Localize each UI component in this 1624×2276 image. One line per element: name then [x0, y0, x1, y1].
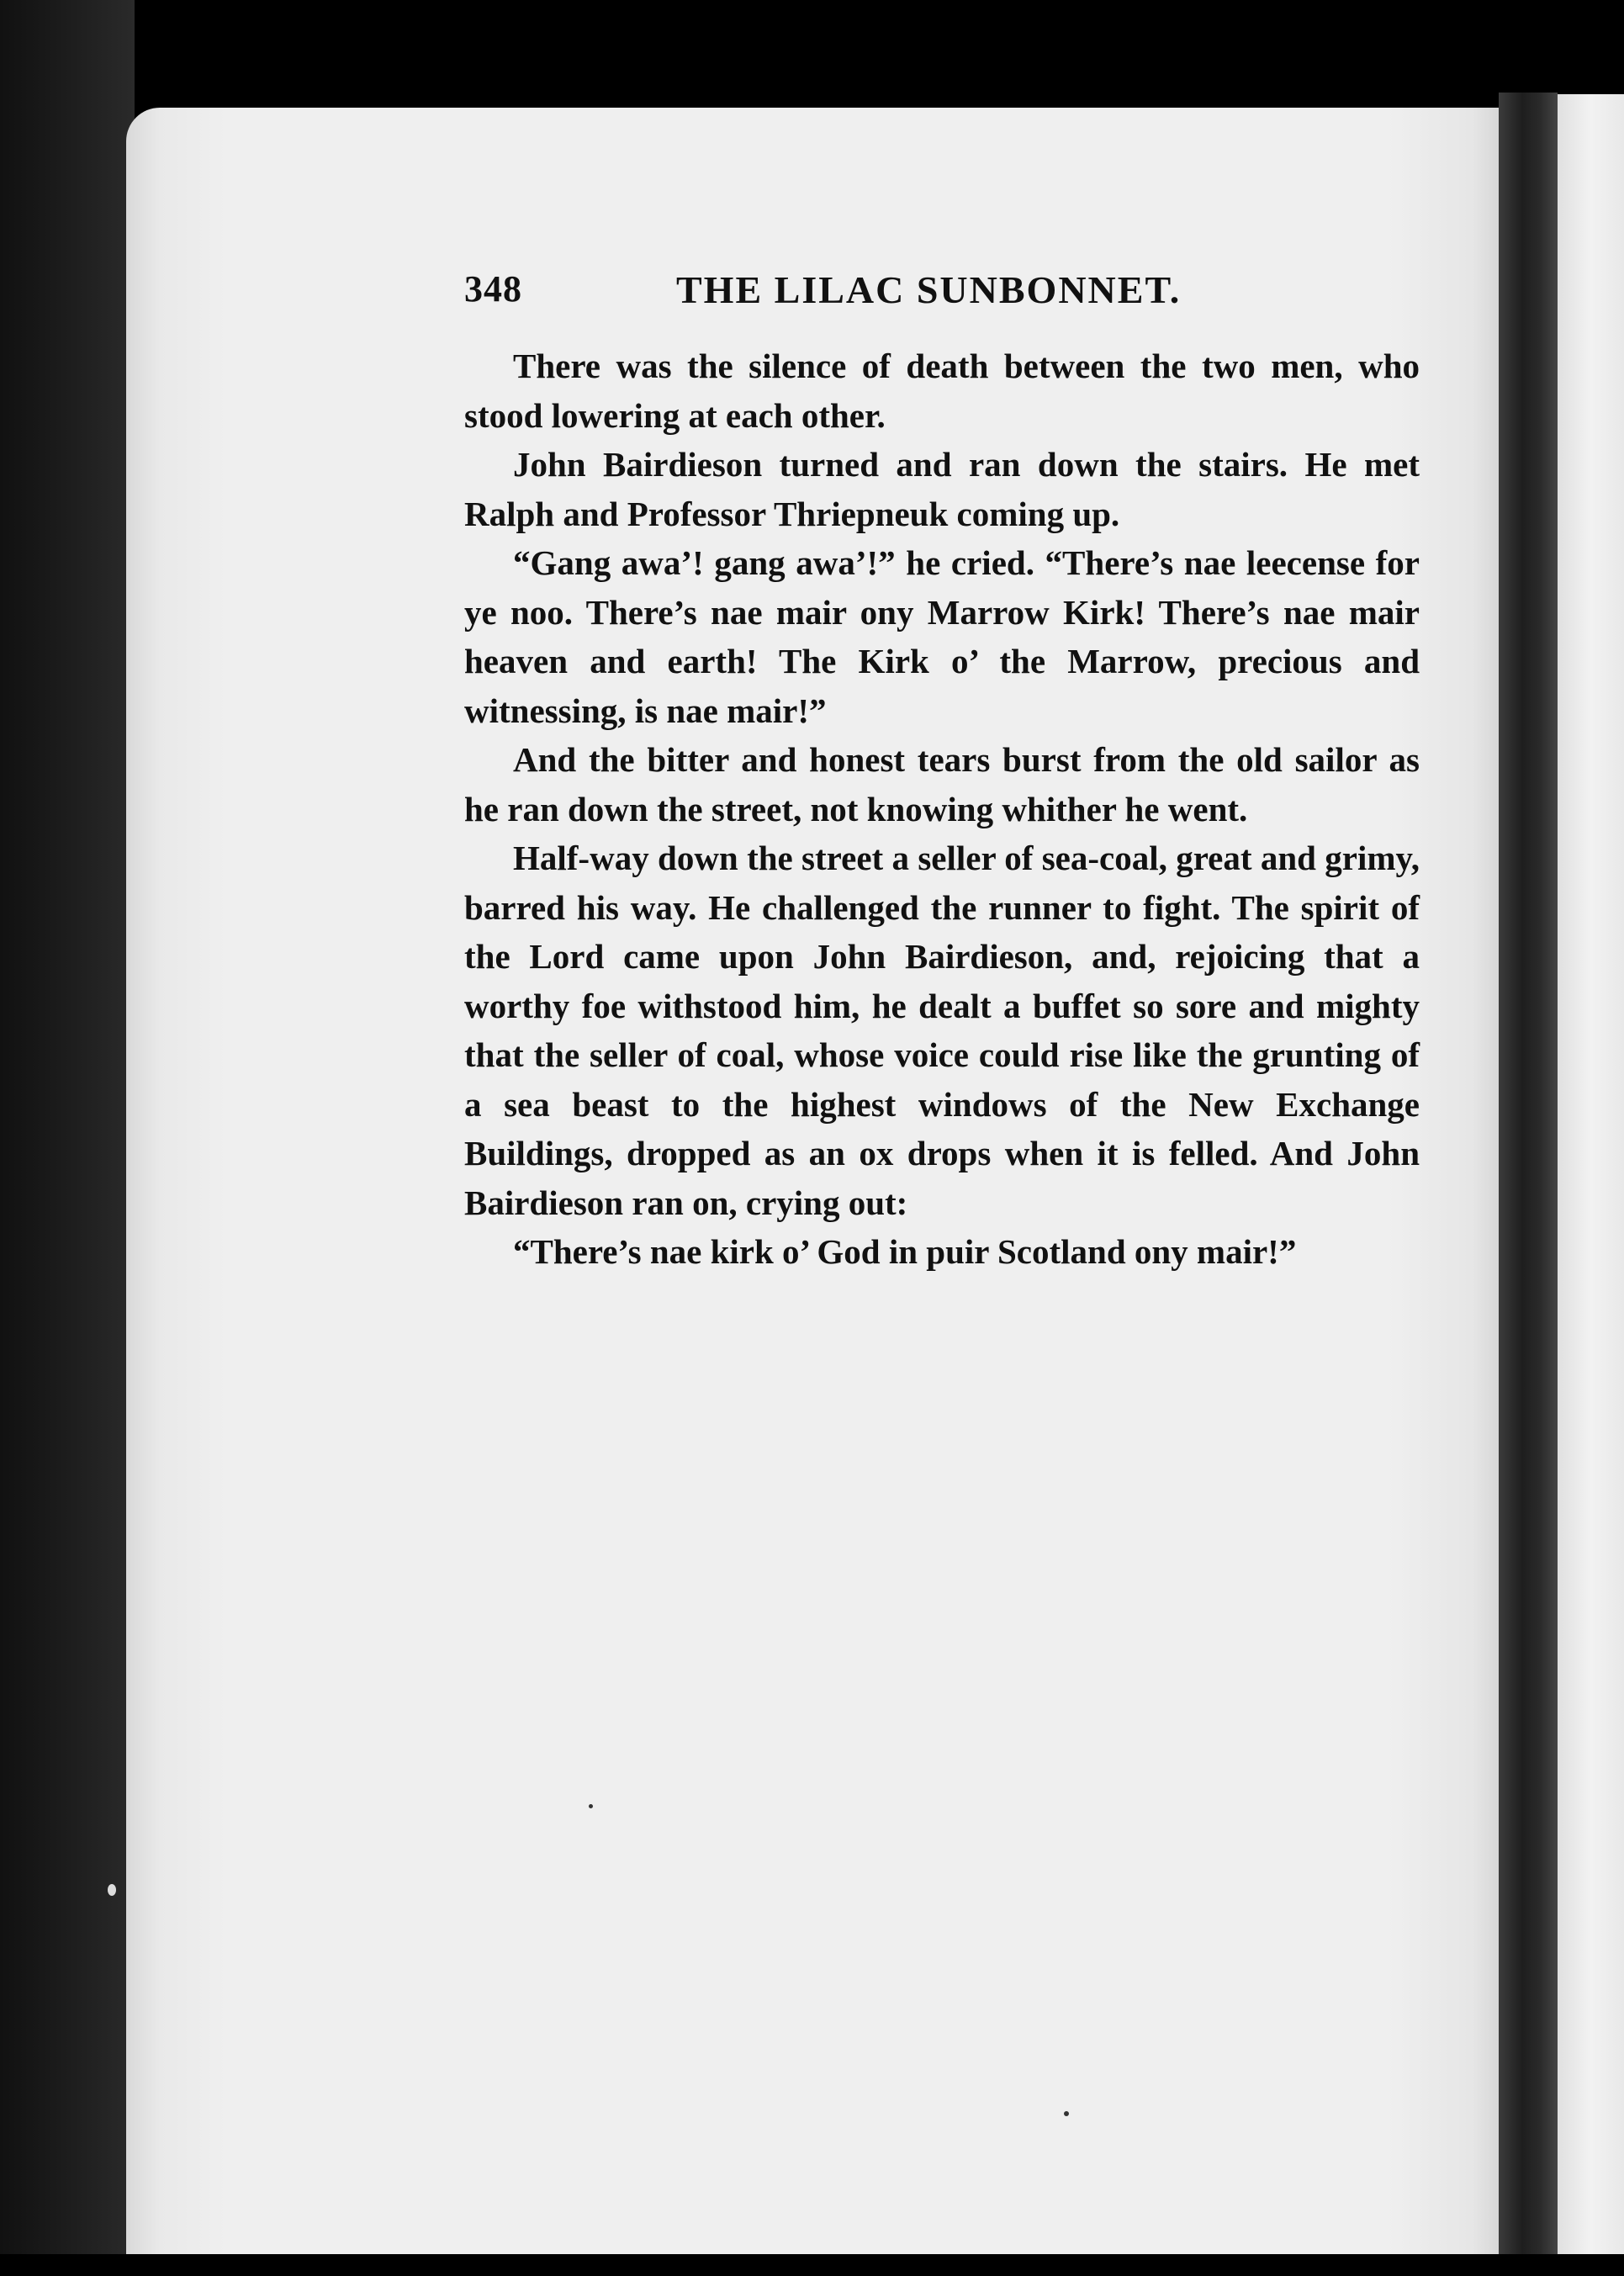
paragraph: Half-way down the street a seller of sea-coal, great and grimy, barred his way. He challenged the runner to fight. The spirit of the Lord came upon John Bairdieson, and, rejoicing that a worthy foe withstood him, he dealt a buffet so sore and mighty that the seller of coal, whose voice could rise like the grunting of a sea beast to the highest windows of the New Exchange Buildings, dropped as an ox drops when it is felled. And John Bairdieson ran on, crying out: [464, 839, 1420, 1222]
scan-left-border [0, 0, 135, 2276]
running-title: THE LILAC SUNBONNET. [676, 268, 1182, 311]
paragraph: “There’s nae kirk o’ God in puir Scotland ony mair!” [513, 1232, 1297, 1271]
running-header [464, 267, 1420, 318]
scan-bottom-border [0, 2254, 1624, 2276]
scan-speck [1064, 2111, 1069, 2116]
body-text [464, 341, 1420, 1277]
facing-page-edge [1558, 94, 1624, 2256]
book-gutter [1499, 93, 1558, 2254]
paragraph: There was the silence of death between the two men, who stood lowering at each other. [464, 347, 1420, 435]
scan-speck [108, 1884, 116, 1896]
paragraph: “Gang awa’! gang awa’!” he cried. “There’s nae leecense for ye noo. There’s nae mair ony Marrow Kirk! There’s nae mair heaven and earth! The Kirk o’ the Marrow, precious and witnessing, is nae mair!” [464, 543, 1420, 730]
scan-speck [589, 1804, 593, 1808]
paragraph: John Bairdieson turned and ran down the stairs. He met Ralph and Professor Thriepneuk coming up. [464, 445, 1420, 533]
page-number: 348 [464, 268, 522, 310]
paragraph: And the bitter and honest tears burst from the old sailor as he ran down the street, not knowing whither he went. [464, 740, 1420, 828]
